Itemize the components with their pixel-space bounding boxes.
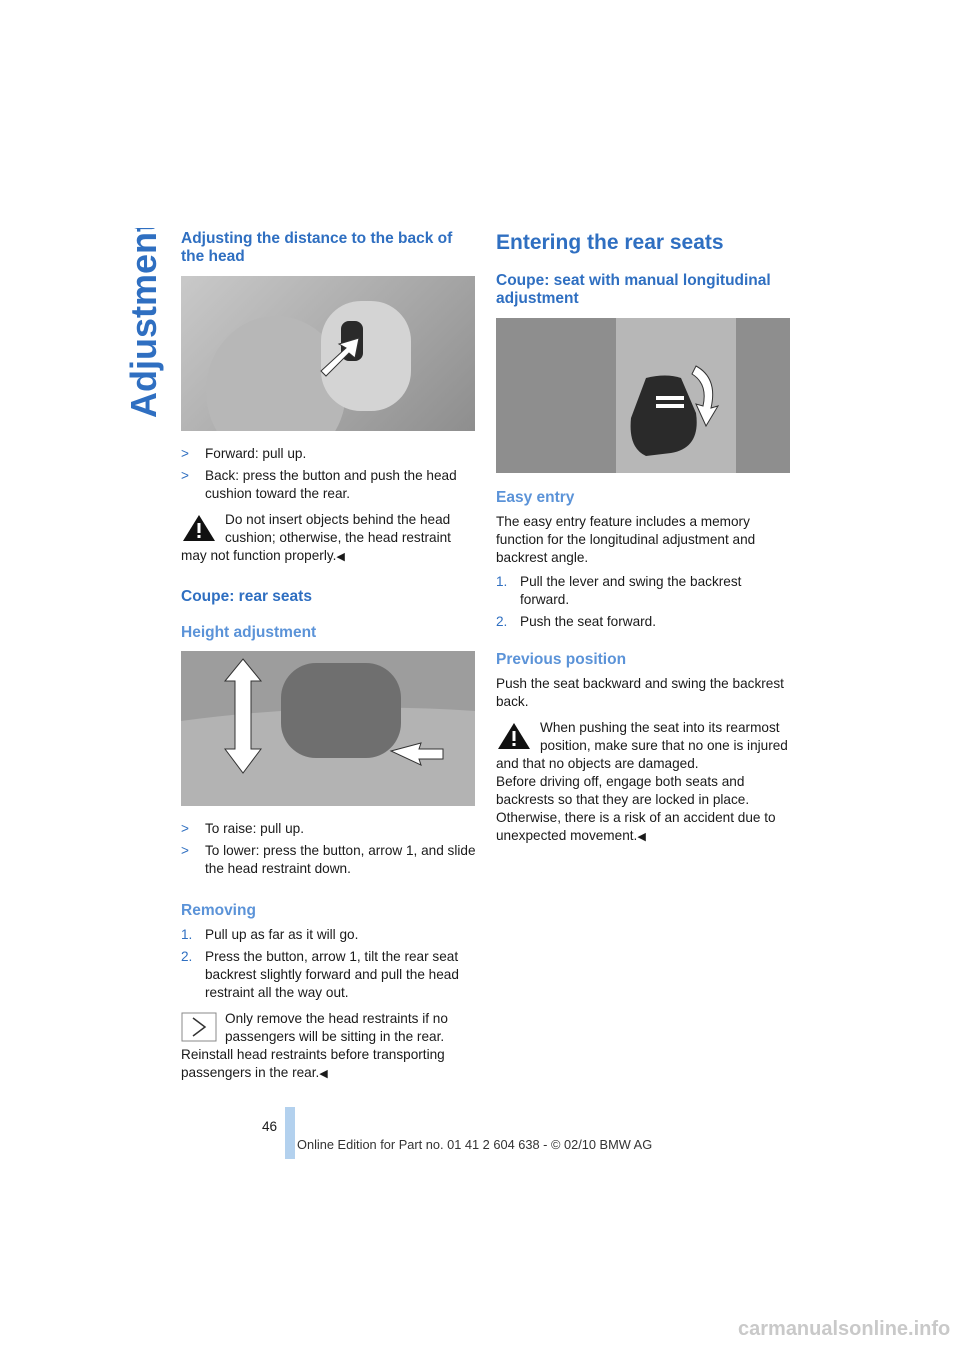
easy-entry-intro: The easy entry feature includes a memory function for the longitudinal adjustment and backrest angle. (496, 514, 756, 565)
note-icon (181, 1012, 217, 1042)
footer-text: Online Edition for Part no. 01 41 2 604 638 - © 02/10 BMW AG (297, 1137, 653, 1152)
heading-height-adjustment: Height adjustment (181, 624, 317, 641)
note-remove-restraints: Only remove the head restraints if no passengers will be sitting in the rear. Reinstall head restraints before transporting passengers in the rear.◀ (181, 1011, 448, 1080)
warning-head-cushion: Do not insert objects behind the head cushion; otherwise, the head restraint may not function properly.◀ (181, 512, 451, 563)
side-title-text: Adjustments (123, 228, 164, 418)
warning-rearmost: When pushing the seat into its rearmost position, make sure that no one is injured and that no objects are damaged. Before driving off, engage both seats and backrests so that they are locked in place. Otherwise, there is a risk of an accident due to unexpected movement.◀ (496, 719, 791, 846)
page-number: 46 (262, 1119, 278, 1134)
warning-icon (496, 721, 532, 751)
step-remove-2: 2. Press the button, arrow 1, tilt the rear seat backrest slightly forward and pull the head restraint all the way out. (181, 949, 459, 1000)
side-title (114, 228, 164, 428)
heading-manual-adjustment: Coupe: seat with manual longitudinal adjustment (496, 272, 771, 307)
bullet-lower: > To lower: press the button, arrow 1, and slide the head restraint down. (181, 843, 476, 876)
left-column (181, 230, 476, 1083)
figure-head-restraint-distance (181, 276, 475, 431)
bullet-raise: > To raise: pull up. (181, 821, 304, 836)
heading-rear-seats: Coupe: rear seats (181, 588, 312, 605)
section-title-entering: Entering the rear seats (496, 231, 724, 254)
figure-easy-entry (496, 318, 790, 473)
heading-previous-position: Previous position (496, 651, 627, 668)
step-entry-1: 1. Pull the lever and swing the backrest forward. (496, 574, 742, 607)
heading-easy-entry: Easy entry (496, 489, 575, 506)
warning-driving-off: Before driving off, engage both seats and backrests so that they are locked in place. Otherwise, there is a risk of an accident due to unexpected movement.◀ (496, 774, 776, 843)
footer-bar (285, 1107, 295, 1159)
figure-height-adjustment (181, 651, 475, 806)
right-column (496, 230, 791, 846)
previous-position-text: Push the seat backward and swing the backrest back. (496, 676, 784, 709)
watermark: carmanualsonline.info (738, 1318, 951, 1340)
heading-head-distance: Adjusting the distance to the back of the head (181, 230, 453, 265)
bullet-back: > Back: press the button and push the head cushion toward the rear. (181, 468, 457, 501)
warning-icon (181, 513, 217, 543)
heading-removing: Removing (181, 902, 256, 919)
step-remove-1: 1. Pull up as far as it will go. (181, 927, 359, 942)
step-entry-2: 2. Push the seat forward. (496, 614, 657, 629)
bullet-forward: > Forward: pull up. (181, 446, 307, 461)
